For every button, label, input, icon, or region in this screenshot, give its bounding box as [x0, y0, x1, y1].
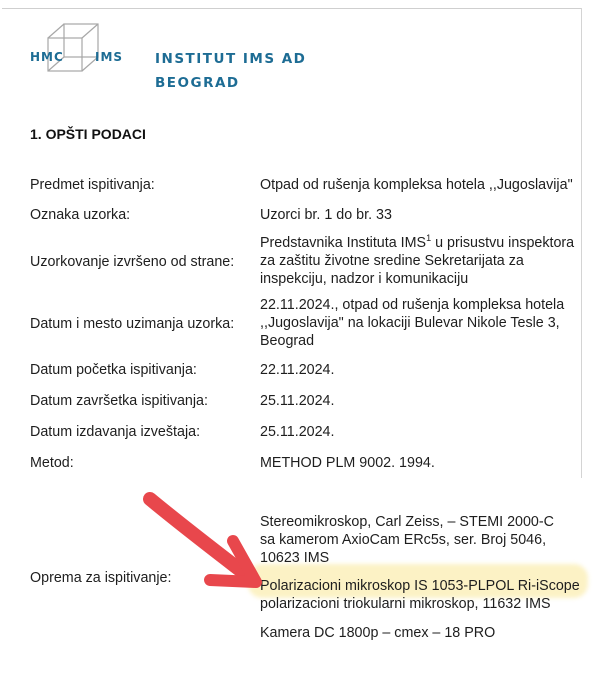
institute-name: INSTITUT IMS AD — [155, 51, 307, 67]
sampling-by-label: Uzorkovanje izvršeno od strane: — [30, 254, 235, 270]
sampling-by-value-line3: inspekciju, nadzor i komunikaciju — [260, 271, 469, 287]
footnote-mark: 1 — [426, 233, 432, 243]
equipment-item1-line2: sa kamerom AxioCam ERc5s, ser. Broj 5046, — [260, 532, 547, 548]
date-place-value-line3: Beograd — [260, 333, 315, 349]
start-date-label: Datum početka ispitivanja: — [30, 362, 197, 378]
end-date-label: Datum završetka ispitivanja: — [30, 393, 208, 409]
section-title: 1. OPŠTI PODACI — [30, 126, 146, 142]
equipment-item2-line2: polarizacioni triokularni mikroskop, 11632 IMS — [260, 596, 551, 612]
equipment-item3-line1: Kamera DC 1800p – cmex – 18 PRO — [260, 625, 496, 641]
logo-hmc-text: HMC — [30, 50, 64, 64]
end-date-value: 25.11.2024. — [260, 393, 335, 409]
issue-date-label: Datum izdavanja izveštaja: — [30, 424, 201, 440]
equipment-label: Oprema za ispitivanje: — [30, 570, 172, 586]
equipment-item2-line1: Polarizacioni mikroskop IS 1053-PLPOL Ri-iScope — [260, 578, 580, 594]
institute-city: BEOGRAD — [155, 75, 240, 91]
issue-date-value: 25.11.2024. — [260, 424, 335, 440]
method-label: Metod: — [30, 455, 74, 471]
subject-value: Otpad od rušenja kompleksa hotela ,,Jugoslavija" — [260, 177, 573, 193]
equipment-item1-line1: Stereomikroskop, Carl Zeiss, – STEMI 2000-C — [260, 514, 554, 530]
equipment-item1-line3: 10623 IMS — [260, 550, 330, 566]
sampling-by-value-line2: za zaštitu životne sredine Sekretarijata za — [260, 253, 524, 269]
subject-label: Predmet ispitivanja: — [30, 177, 155, 193]
date-place-label: Datum i mesto uzimanja uzorka: — [30, 316, 235, 332]
sampling-by-value-line1: Predstavnika Instituta IMS$^1$ u prisustvu inspektora — [260, 233, 575, 251]
logo-ims-text: IMS — [95, 50, 124, 64]
sample-mark-value: Uzorci br. 1 do br. 33 — [260, 207, 392, 223]
start-date-value: 22.11.2024. — [260, 362, 335, 378]
method-value: METHOD PLM 9002. 1994. — [260, 455, 435, 471]
date-place-value-line2: ,,Jugoslavija" na lokaciji Bulevar Nikole Tesle 3, — [260, 315, 560, 331]
sample-mark-label: Oznaka uzorka: — [30, 207, 131, 223]
date-place-value-line1: 22.11.2024., otpad od rušenja kompleksa hotela — [260, 297, 565, 313]
